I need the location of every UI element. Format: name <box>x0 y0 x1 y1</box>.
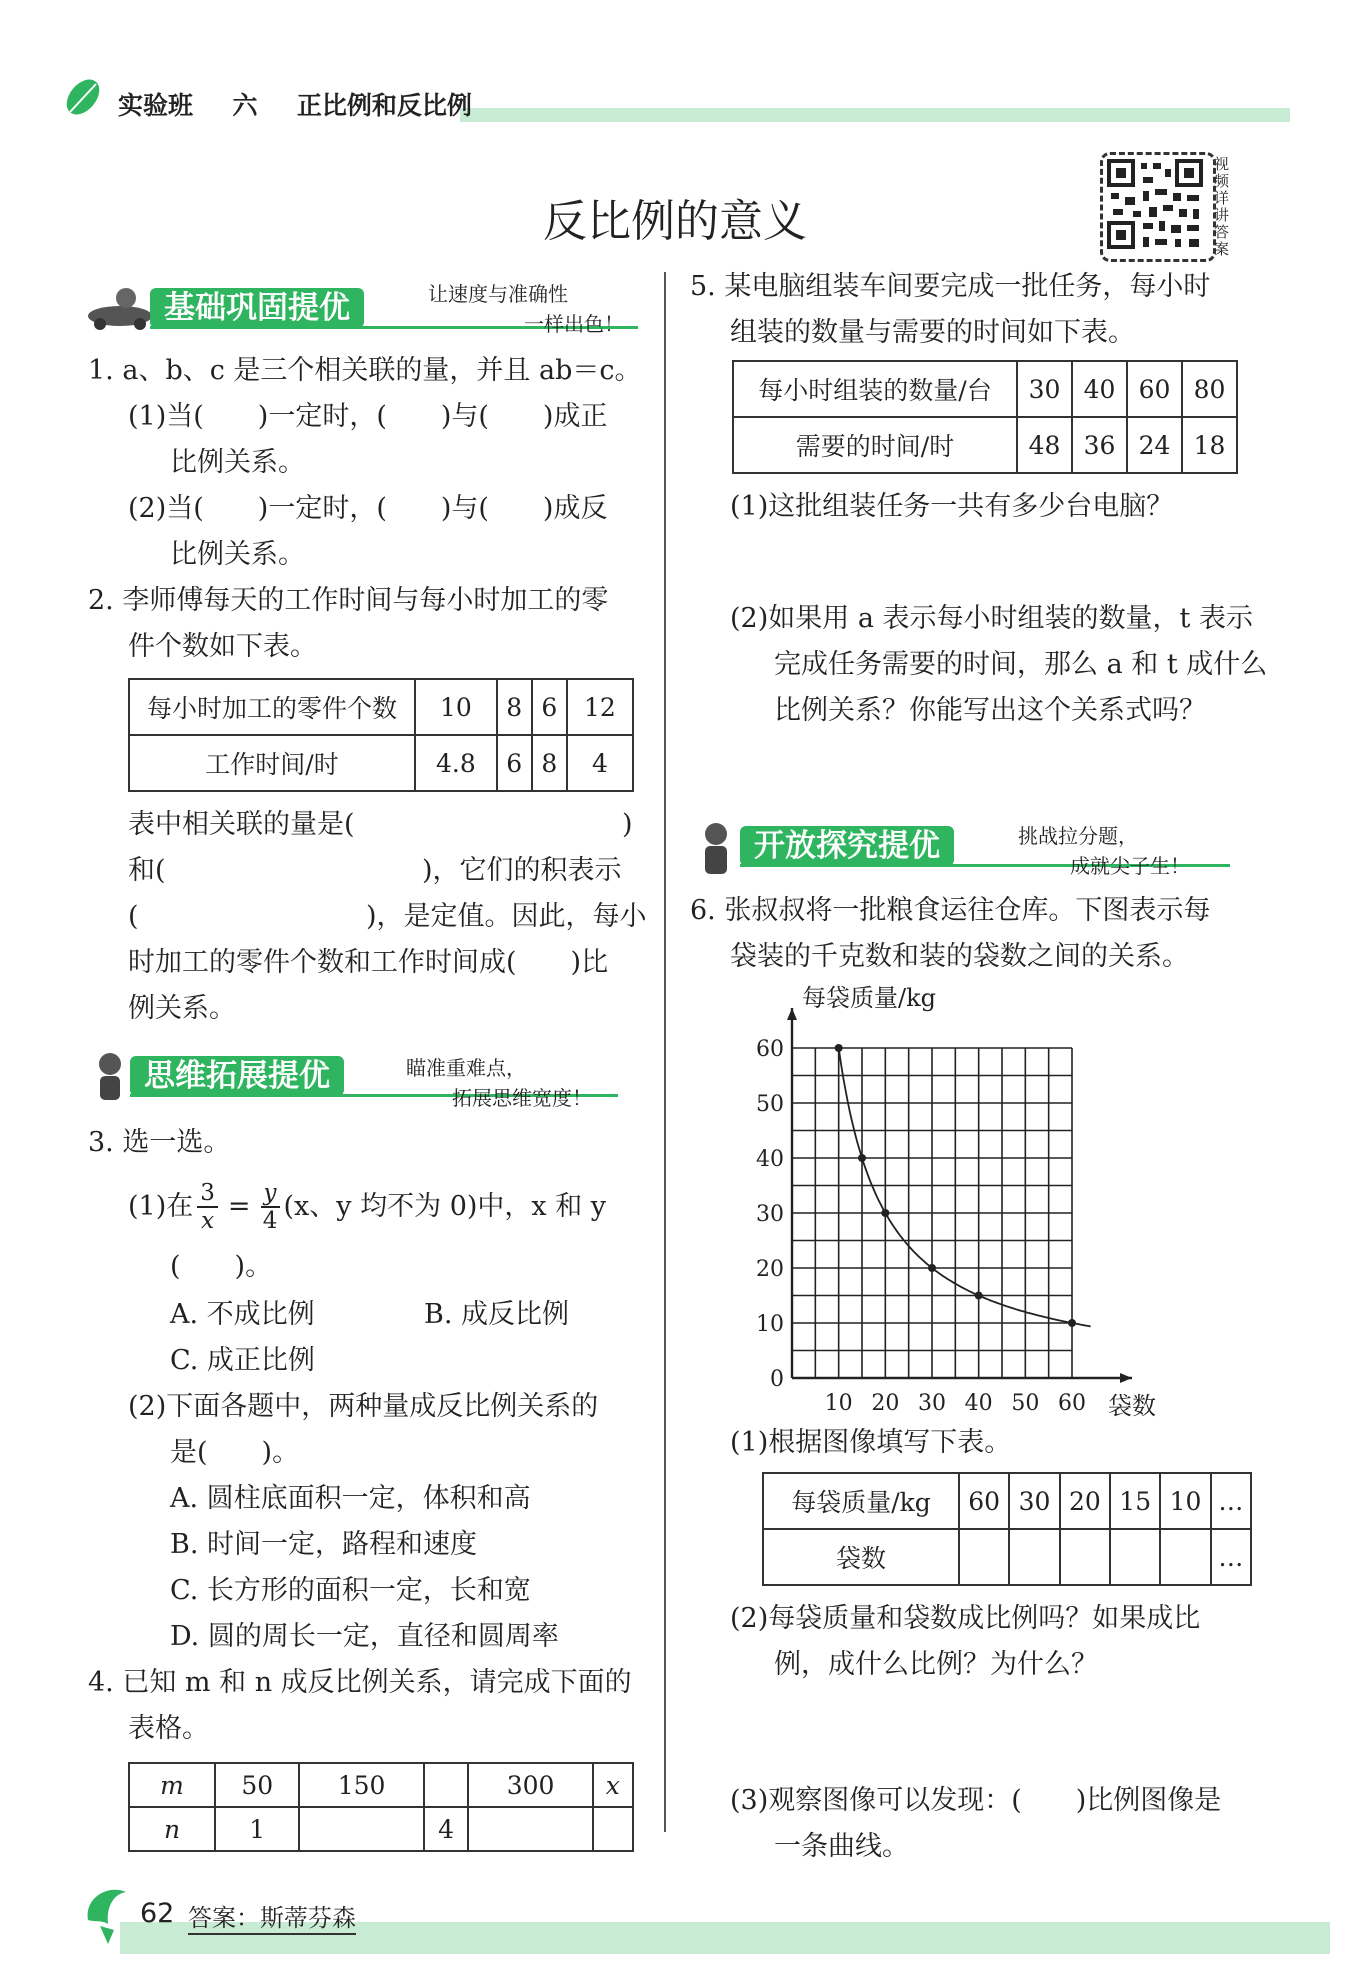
y-tick-label: 10 <box>756 1312 784 1337</box>
q5-part2-line1: (2)如果用 a 表示每小时组装的数量，t 表示 <box>730 603 1253 634</box>
q2-fill-line2-a: 和( <box>128 855 166 886</box>
table-row <box>129 735 633 791</box>
table-cell: 4 <box>567 735 633 791</box>
dolphin-icon <box>78 1880 134 1950</box>
q5-part2-line3: 比例关系？你能写出这个关系式吗？ <box>774 695 1206 726</box>
unit-number: 六 <box>232 91 258 120</box>
q4-stem-line1: 4. 已知 m 和 n 成反比例关系，请完成下面的 <box>88 1667 632 1698</box>
page-title: 反比例的意义 <box>543 196 807 247</box>
table-cell: 12 <box>567 679 633 735</box>
table-header-cell: m <box>129 1763 215 1807</box>
q2-fill-line5: 例关系。 <box>128 993 236 1024</box>
table-cell: 150 <box>299 1763 423 1807</box>
slogan-line2: 成就尖子生！ <box>1070 854 1190 878</box>
q3-option-a: A. 不成比例 <box>170 1299 315 1330</box>
table-cell[interactable] <box>1110 1529 1160 1585</box>
table-cell: 24 <box>1127 417 1182 473</box>
table-row <box>129 1763 633 1807</box>
x-tick-label: 10 <box>824 1391 853 1416</box>
q4-table <box>128 1762 634 1852</box>
table-cell: x <box>593 1763 633 1807</box>
table-cell: 8 <box>497 679 532 735</box>
q6-stem-line2: 袋装的千克数和装的袋数之间的关系。 <box>730 941 1189 972</box>
x-axis-label: 袋数 <box>1108 1392 1156 1418</box>
q3-part1 <box>128 1180 606 1234</box>
table-header-cell: n <box>129 1807 215 1851</box>
section-banner-extend: 思维拓展提优 <box>130 1056 344 1096</box>
q5-stem-line2: 组装的数量与需要的时间如下表。 <box>730 317 1135 348</box>
slogan-line2: 拓展思维宽度！ <box>452 1086 592 1110</box>
table-cell: 10 <box>415 679 497 735</box>
table-header-cell: 每小时加工的零件个数 <box>129 679 415 735</box>
q3-part1-post: (x、y 均不为 0)中，x 和 y <box>283 1191 607 1222</box>
q4-stem-line2: 表格。 <box>128 1713 209 1744</box>
y-axis-arrow <box>787 1008 797 1020</box>
data-point <box>928 1264 936 1272</box>
fraction-denominator: 4 <box>262 1208 278 1234</box>
data-point <box>835 1044 843 1052</box>
table-row <box>733 417 1237 473</box>
q3-part2-option-a: A. 圆柱底面积一定，体积和高 <box>170 1483 531 1514</box>
table-header-cell: 每袋质量/kg <box>763 1473 959 1529</box>
table-cell: 30 <box>1017 361 1072 417</box>
table-cell[interactable] <box>959 1529 1009 1585</box>
q3-part2-line1: (2)下面各题中，两种量成反比例关系的 <box>128 1391 599 1422</box>
table-cell: 10 <box>1160 1473 1210 1529</box>
y-tick-label: 20 <box>756 1257 784 1282</box>
data-point <box>881 1209 889 1217</box>
table-header-cell: 袋数 <box>763 1529 959 1585</box>
x-tick-label: 30 <box>918 1391 946 1416</box>
table-cell: 30 <box>1009 1473 1059 1529</box>
q6-part2-line1: (2)每袋质量和袋数成比例吗？如果成比 <box>730 1603 1201 1634</box>
q2-fill-line4: 时加工的零件个数和工作时间成( )比 <box>128 947 609 978</box>
table-cell: 18 <box>1182 417 1237 473</box>
q2-fill-line1-a: 表中相关联的量是( <box>128 809 355 840</box>
q3-part2-line2: 是( )。 <box>170 1437 300 1468</box>
slogan-line1: 让速度与准确性 <box>428 282 568 306</box>
table-header-cell: 需要的时间/时 <box>733 417 1017 473</box>
fraction-numerator: 3 <box>197 1180 218 1208</box>
q3-part2-option-b: B. 时间一定，路程和速度 <box>170 1529 478 1560</box>
table-header-cell: 工作时间/时 <box>129 735 415 791</box>
equals-sign: = <box>227 1191 251 1222</box>
table-header-cell: 每小时组装的数量/台 <box>733 361 1017 417</box>
qr-label: 视频详讲答案 <box>1214 155 1230 258</box>
table-cell: 15 <box>1110 1473 1160 1529</box>
table-cell: … <box>1211 1529 1251 1585</box>
table-cell: … <box>1211 1473 1251 1529</box>
q6-part3-line2: 一条曲线。 <box>774 1831 909 1862</box>
table-cell: 4.8 <box>415 735 497 791</box>
y-tick-label: 0 <box>770 1367 784 1392</box>
table-row <box>733 361 1237 417</box>
column-divider <box>664 272 666 1832</box>
table-cell: 60 <box>959 1473 1009 1529</box>
slogan-line1: 挑战拉分题， <box>1018 824 1138 848</box>
slogan-line1: 瞄准重难点， <box>406 1056 526 1080</box>
weight-bags-chart <box>740 978 1220 1418</box>
q2-stem-line2: 件个数如下表。 <box>128 631 317 662</box>
answer-text: 答案：斯蒂芬森 <box>188 1898 356 1935</box>
q3-part2-option-c: C. 长方形的面积一定，长和宽 <box>170 1575 531 1606</box>
x-tick-label: 60 <box>1058 1391 1086 1416</box>
y-tick-label: 40 <box>756 1147 784 1172</box>
q3-option-c: C. 成正比例 <box>170 1345 315 1376</box>
table-cell: 4 <box>424 1807 469 1851</box>
x-tick-label: 50 <box>1011 1391 1040 1416</box>
table-cell <box>424 1763 469 1807</box>
mascot-explorer-icon <box>692 820 740 878</box>
q1-stem: 1. a、b、c 是三个相关联的量，并且 ab＝c。 <box>88 355 642 386</box>
q5-part2-line2: 完成任务需要的时间，那么 a 和 t 成什么 <box>774 649 1268 680</box>
table-cell: 6 <box>532 679 567 735</box>
table-cell: 1 <box>215 1807 299 1851</box>
table-cell: 8 <box>532 735 567 791</box>
q2-table <box>128 678 634 792</box>
y-axis-label: 每袋质量/kg <box>802 984 936 1012</box>
fraction <box>261 1180 280 1234</box>
q6-part3-line1: (3)观察图像可以发现：( )比例图像是 <box>730 1785 1222 1816</box>
series-name: 实验班 <box>118 91 194 120</box>
table-cell: 20 <box>1060 1473 1110 1529</box>
table-row <box>763 1473 1251 1529</box>
table-cell[interactable] <box>1160 1529 1210 1585</box>
table-cell: 48 <box>1017 417 1072 473</box>
section-banner-open: 开放探究提优 <box>740 826 954 866</box>
q3-part1-answer: ( )。 <box>170 1251 273 1282</box>
q6-part2-line2: 例，成什么比例？为什么？ <box>774 1649 1098 1680</box>
x-tick-label: 40 <box>964 1391 993 1416</box>
q2-fill-line2-b: )，它们的积表示 <box>422 855 622 886</box>
q5-part1: (1)这批组装任务一共有多少台电脑？ <box>730 491 1174 522</box>
table-row <box>129 679 633 735</box>
y-tick-label: 60 <box>756 1037 784 1062</box>
q1-part1-line2: 比例关系。 <box>170 447 305 478</box>
q2-fill-line3-a: ( <box>128 901 139 932</box>
unit-title: 正比例和反比例 <box>296 91 472 120</box>
q6-part1: (1)根据图像填写下表。 <box>730 1427 1012 1458</box>
slogan-line2: 一样出色！ <box>524 312 624 336</box>
table-row <box>763 1529 1251 1585</box>
table-cell: 40 <box>1072 361 1127 417</box>
fraction <box>197 1180 218 1234</box>
mascot-car-icon <box>84 282 156 332</box>
table-cell: 50 <box>215 1763 299 1807</box>
inverse-curve <box>839 1048 1091 1326</box>
page-number: 62 <box>140 1898 175 1929</box>
table-row <box>129 1807 633 1851</box>
table-cell: 6 <box>497 735 532 791</box>
header-bar <box>460 108 1290 122</box>
q3-option-b: B. 成反比例 <box>424 1299 570 1330</box>
q3-part1-pre: (1)在 <box>128 1191 194 1222</box>
mascot-thinking-icon <box>88 1050 132 1104</box>
q1-part1-line1: (1)当( )一定时，( )与( )成正 <box>128 401 608 432</box>
q2-fill-line1-b: ) <box>622 809 633 840</box>
table-cell[interactable] <box>1009 1529 1059 1585</box>
table-cell[interactable] <box>593 1807 633 1851</box>
table-cell[interactable] <box>1060 1529 1110 1585</box>
header-text <box>118 86 472 122</box>
q3-part2-option-d: D. 圆的周长一定，直径和圆周率 <box>170 1621 559 1652</box>
y-tick-label: 50 <box>756 1092 784 1117</box>
x-tick-label: 20 <box>871 1391 900 1416</box>
table-cell[interactable] <box>468 1807 592 1851</box>
fraction-numerator: y <box>261 1180 280 1208</box>
table-cell: 60 <box>1127 361 1182 417</box>
q6-stem-line1: 6. 张叔叔将一批粮食运往仓库。下图表示每 <box>690 895 1211 926</box>
q3-stem: 3. 选一选。 <box>88 1127 231 1158</box>
table-cell[interactable] <box>299 1807 423 1851</box>
data-point <box>858 1154 866 1162</box>
q5-stem-line1: 5. 某电脑组装车间要完成一批任务，每小时 <box>690 271 1211 302</box>
table-cell: 300 <box>468 1763 592 1807</box>
q5-table <box>732 360 1238 474</box>
section-banner-basic: 基础巩固提优 <box>150 288 364 328</box>
qr-code-icon[interactable] <box>1100 152 1216 262</box>
q6-table <box>762 1472 1252 1586</box>
x-axis-arrow <box>1120 1373 1132 1383</box>
data-point <box>1068 1319 1076 1327</box>
q1-part2-line2: 比例关系。 <box>170 539 305 570</box>
q2-stem-line1: 2. 李师傅每天的工作时间与每小时加工的零 <box>88 585 609 616</box>
data-point <box>975 1292 983 1300</box>
q1-part2-line1: (2)当( )一定时，( )与( )成反 <box>128 493 608 524</box>
leaf-logo-icon <box>62 76 104 118</box>
q2-fill-line3-b: )，是定值。因此，每小 <box>366 901 647 932</box>
y-tick-label: 30 <box>756 1202 784 1227</box>
fraction-denominator: x <box>201 1208 215 1234</box>
table-cell: 80 <box>1182 361 1237 417</box>
table-cell: 36 <box>1072 417 1127 473</box>
